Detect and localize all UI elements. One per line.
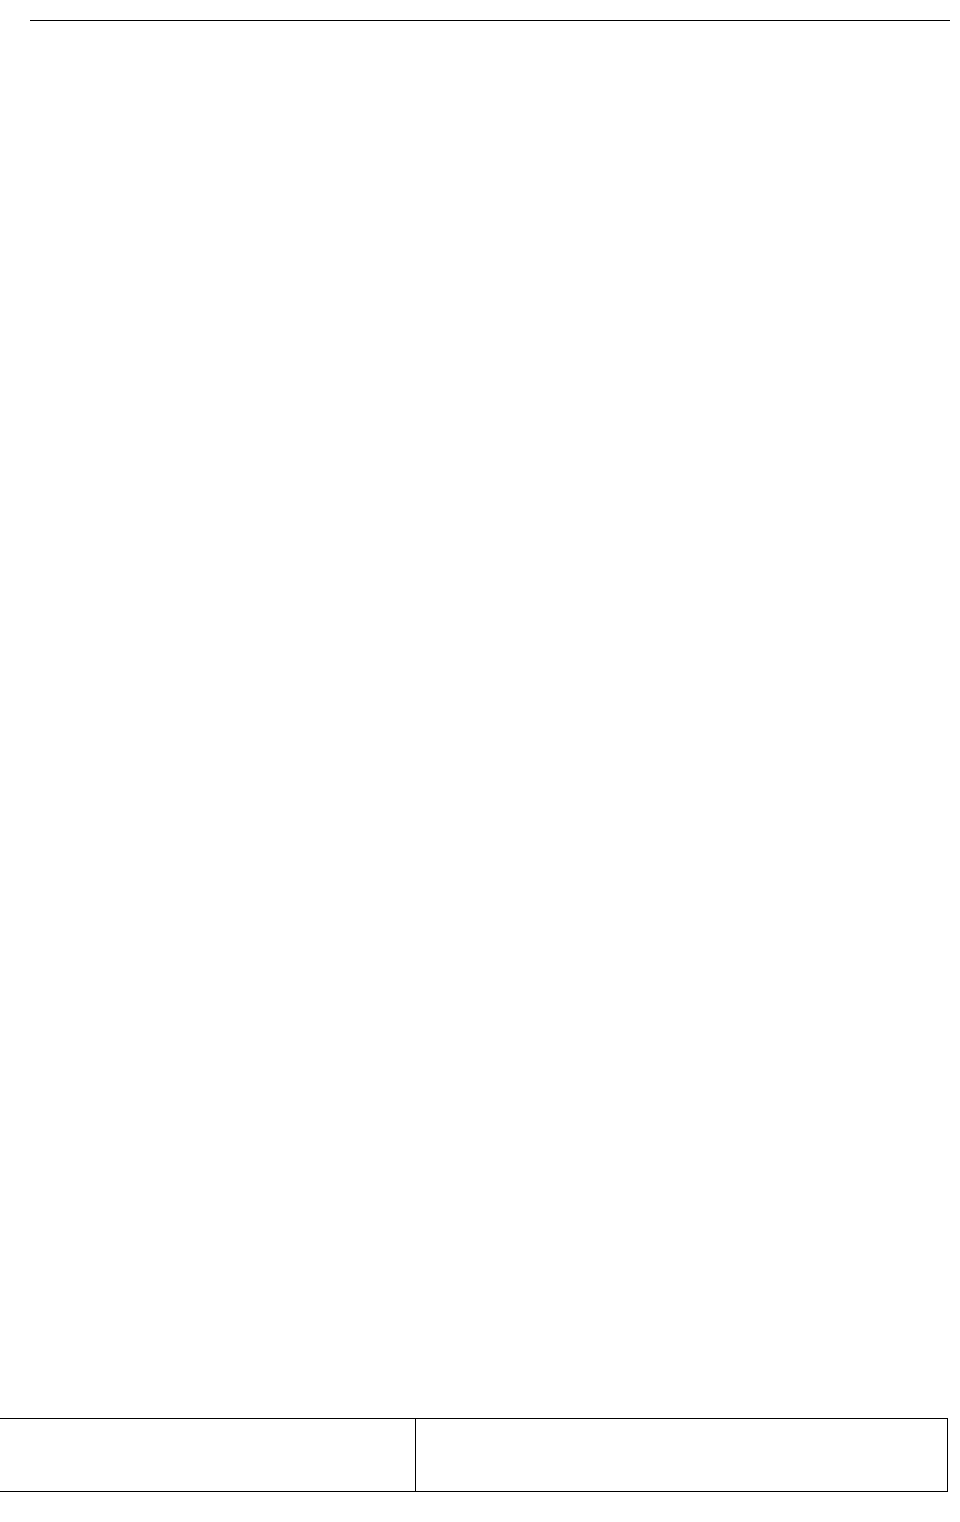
footer-divider xyxy=(415,1419,416,1491)
document-body xyxy=(0,50,960,72)
initials-footer xyxy=(0,1418,948,1492)
document-header xyxy=(30,0,950,21)
footer-right-border xyxy=(947,1419,948,1491)
